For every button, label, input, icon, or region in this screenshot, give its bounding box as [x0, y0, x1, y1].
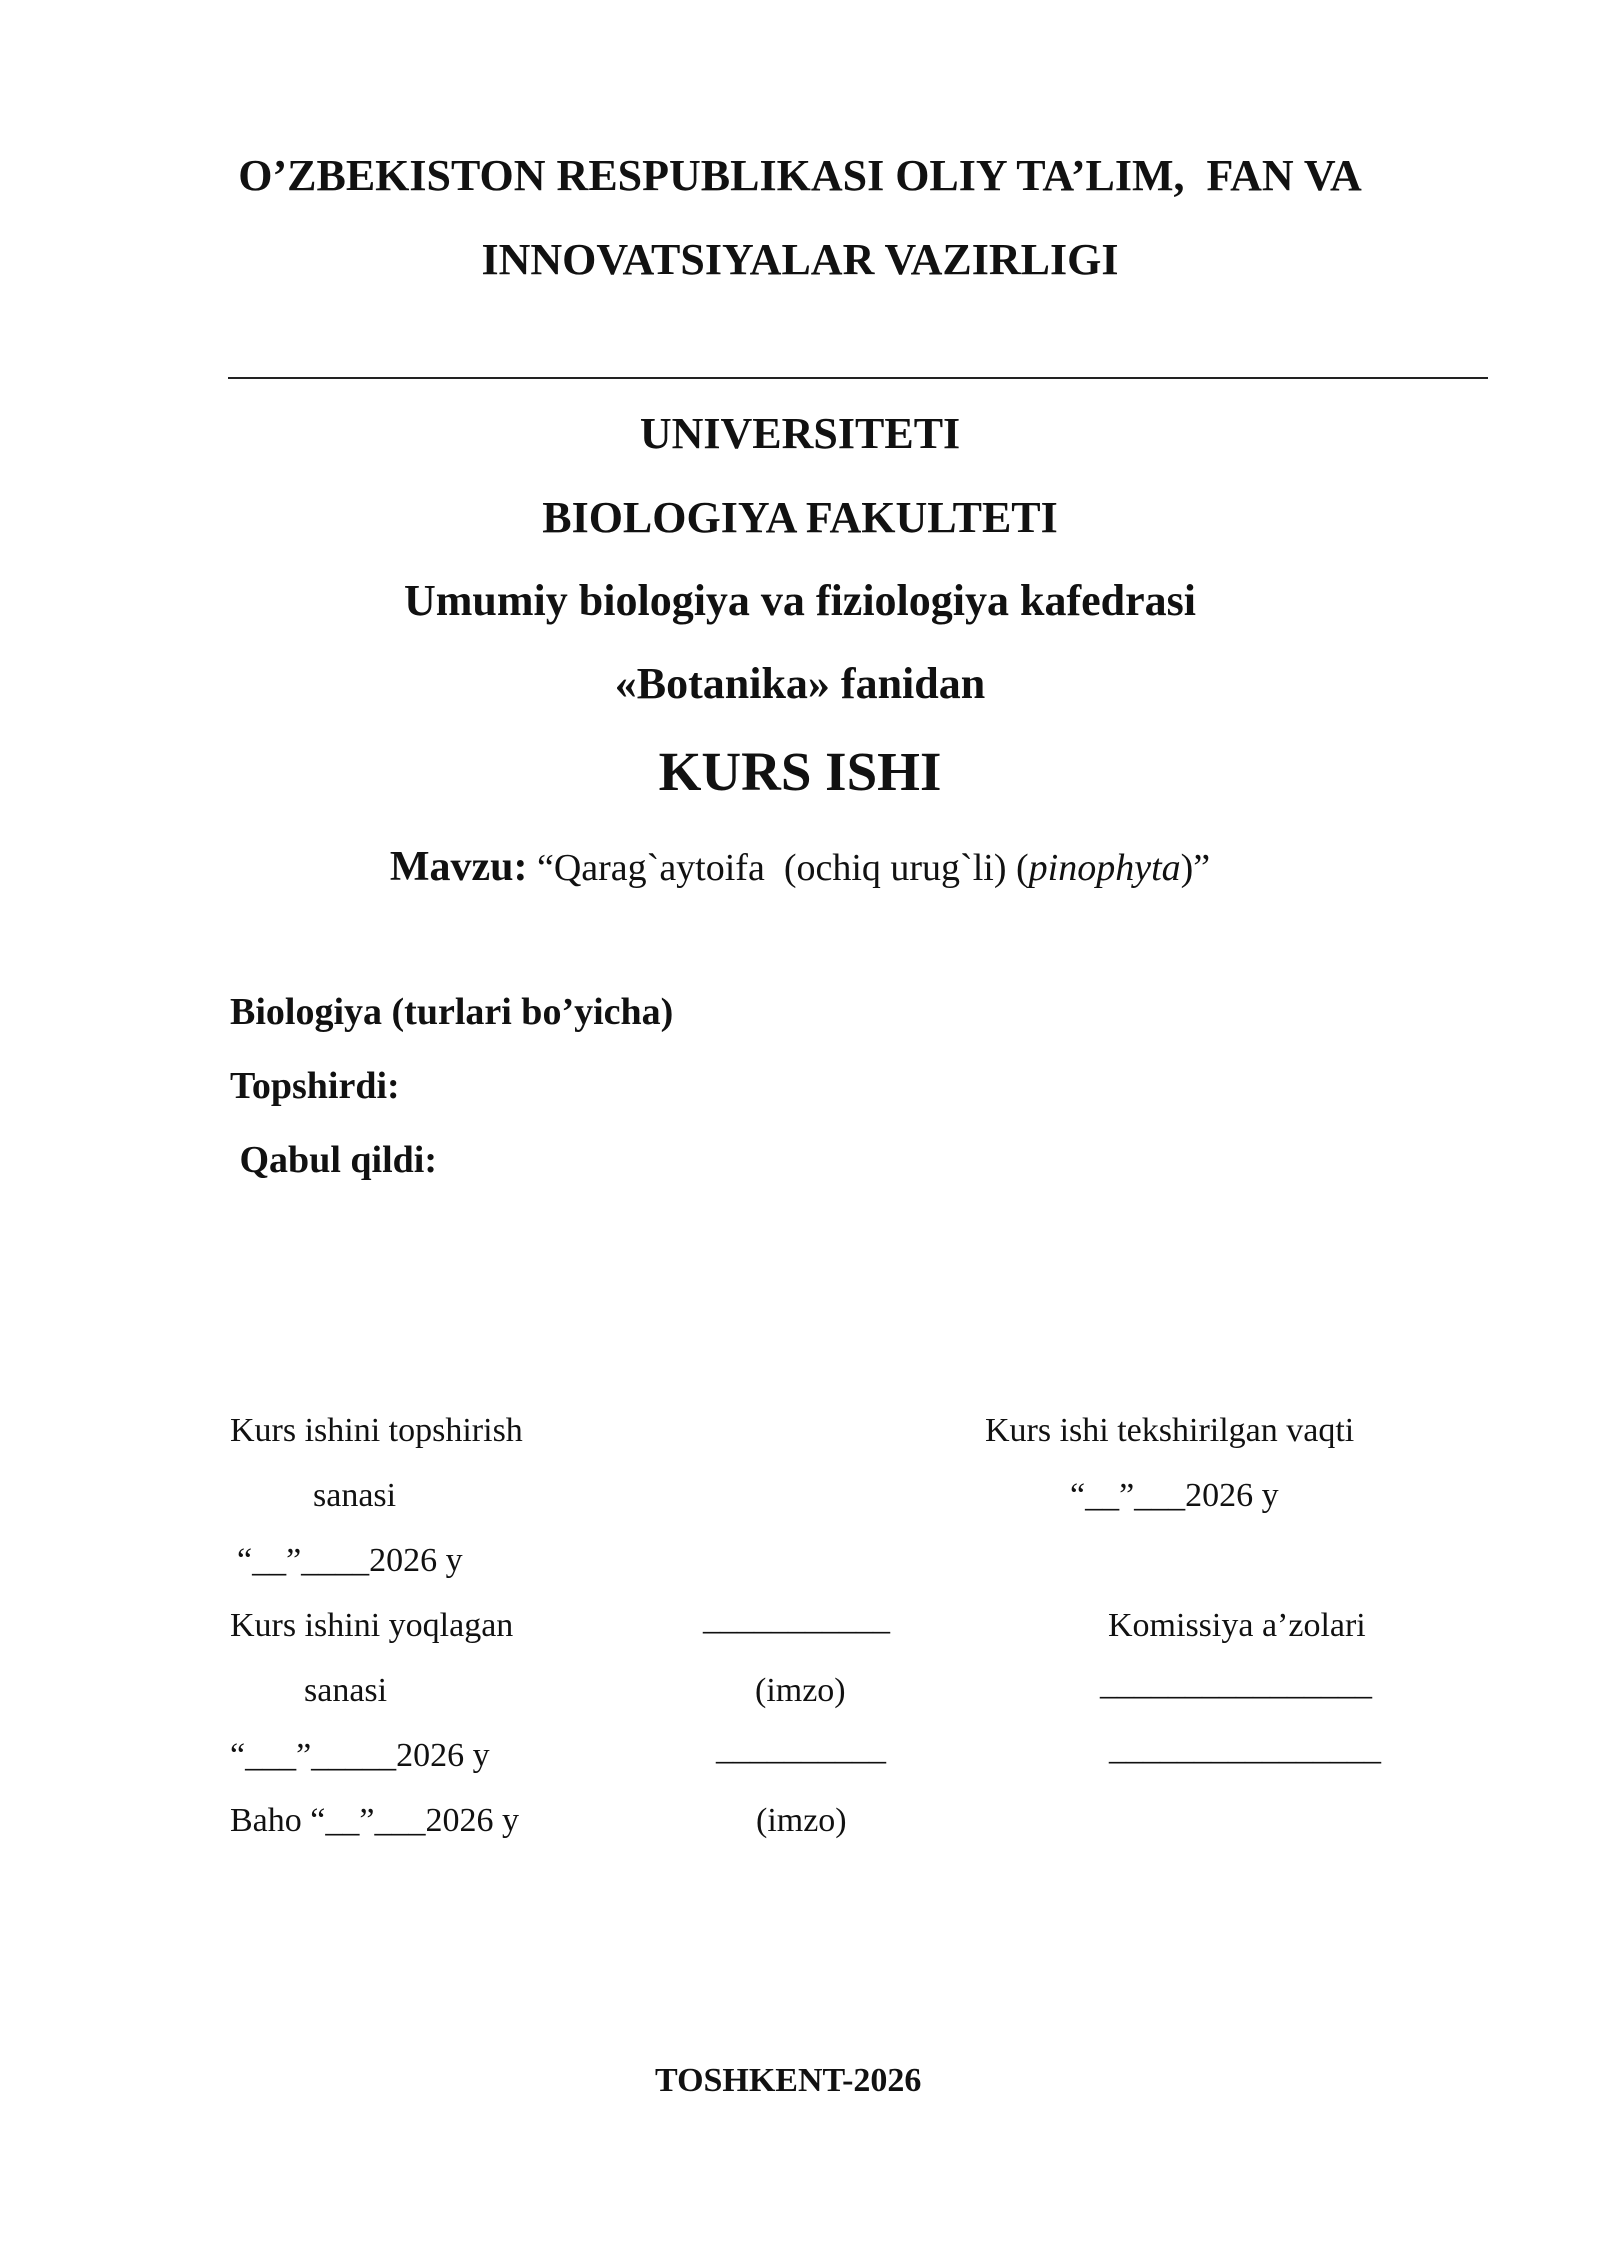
- topic-text-after: )”: [1180, 847, 1211, 889]
- subject-name: «Botanika» fanidan: [614, 659, 986, 708]
- checked-date: “__”___2026 y: [1070, 1477, 1279, 1514]
- defended-label-line-2: sanasi: [304, 1672, 388, 1709]
- submitted-by-label: Topshirdi:: [230, 1065, 400, 1107]
- specialty: Biologiya (turlari bo’yicha): [230, 991, 674, 1033]
- signature-line-1: ___________: [703, 1600, 890, 1637]
- topic-label: Mavzu:: [389, 844, 528, 890]
- document-type: KURS ISHI: [658, 741, 942, 802]
- signature-label-2: (imzo): [756, 1802, 847, 1839]
- ministry-title-line-1: O’ZBEKISTON RESPUBLIKASI OLIY TA’LIM, FAN VA: [238, 151, 1362, 200]
- defended-date: “___”_____2026 y: [230, 1737, 490, 1774]
- department-name: Umumiy biologiya va fiziologiya kafedrasi: [404, 576, 1196, 625]
- faculty-name: BIOLOGIYA FAKULTETI: [542, 493, 1058, 542]
- topic-text-before: “Qarag`aytoifa (ochiq urug`li) (: [527, 847, 1029, 889]
- commission-line-2: ________________: [1109, 1730, 1381, 1767]
- ministry-title-line-2: INNOVATSIYALAR VAZIRLIGI: [481, 235, 1119, 284]
- submit-date: “__”____2026 y: [237, 1542, 463, 1579]
- signature-line-2: __________: [716, 1730, 886, 1767]
- topic-latin-name: pinophyta: [1028, 847, 1181, 889]
- university-name: UNIVERSITETI: [639, 409, 961, 458]
- footer-city-year: TOSHKENT-2026: [655, 2062, 922, 2099]
- topic-line: [0, 843, 1600, 891]
- commission-label: Komissiya a’zolari: [1108, 1607, 1366, 1644]
- header-divider: [228, 377, 1488, 379]
- submit-label-line-2: sanasi: [313, 1477, 397, 1514]
- defended-label-line-1: Kurs ishini yoqlagan: [230, 1607, 514, 1644]
- accepted-by-label: Qabul qildi:: [230, 1139, 437, 1181]
- grade: Baho “__”___2026 y: [230, 1802, 519, 1839]
- submit-label-line-1: Kurs ishini topshirish: [230, 1412, 523, 1449]
- checked-label: Kurs ishi tekshirilgan vaqti: [985, 1412, 1355, 1449]
- commission-line-1: ________________: [1100, 1665, 1372, 1702]
- signature-label-1: (imzo): [755, 1672, 846, 1709]
